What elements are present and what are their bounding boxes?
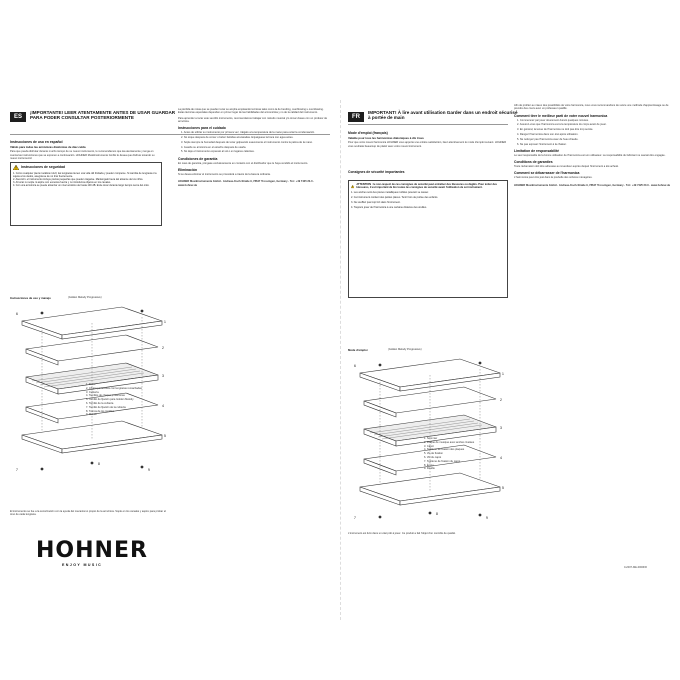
svg-text:9: 9 — [486, 516, 488, 520]
spanish-diagram-label: Instrucciones de uso y manejo — [10, 296, 51, 300]
spanish-care-item: 1. Antes de utilizar su instrumento por primera vez, tráigalo a la temperatura de la mano para evitar la condensación. — [181, 131, 315, 135]
spanish-warranty-text: En caso de garantía, póngase exclusivamente en contacto con el distribuidor que le haya vendido el instrumento. — [178, 161, 309, 165]
spanish-legend-item: 9. Mundo — [86, 413, 97, 417]
french-safety-box — [348, 180, 508, 298]
french-liability-heading: Limitation de responsabilité — [514, 148, 560, 153]
svg-text:3: 3 — [162, 374, 164, 378]
spanish-intro: Para que pueda disfrutar durante mucho tiempo de su nuevo instrumento, le recomendamos que lea atentamente y tenga en cuenta las instrucciones que se exponen a continuación. HOHNER Musikinstrumente GmbH le desea que disfrute tocando su nuevo instrumento! — [10, 150, 155, 160]
french-diagram-subtitle: (Golden Melody Progressive) — [388, 348, 422, 351]
french-safety-item: 2. Cet instrument contient des petites pièces. Tenir hors de portée des enfants. — [351, 195, 439, 199]
french-legend-item: 6. Vis du capot — [424, 455, 442, 459]
fold-line — [340, 100, 341, 620]
svg-text:9: 9 — [148, 468, 150, 472]
spanish-address: HOHNER Musikinstrumente GmbH · Andreas-Koch-Straße 9, 78647 Trossingen, Germany · Tel.: +49 7425 20-0 · www.hohner.de — [178, 180, 315, 187]
french-diagram-legend — [424, 437, 508, 471]
svg-text:6: 6 — [354, 364, 356, 368]
french-col2-para1: Afin de profiter au mieux des possibilités de votre harmonica, nous vous recommandons de suivre une méthode d'apprentissage ou de prendre des cours avec un professeur qualifié. — [514, 104, 669, 111]
svg-text:8: 8 — [436, 512, 438, 516]
spanish-legend-item: 3. Cubierta — [86, 390, 99, 394]
spanish-col2-para1: La pérdida de notas que se pueden tocar se amplía empleando técnicas tales como la de bending, overblowing u overdrawing. Estas técnicas especiales dependen en primer lugar de las habilidades del armonicista y no de la calidad del instrumento. — [178, 108, 324, 115]
spanish-legend-item: 6. Tornillo de la cubierta — [86, 401, 114, 405]
spanish-legend-item: 8. Tuerca de los tornillos — [86, 409, 115, 413]
svg-text:3: 3 — [500, 426, 502, 430]
french-safety-title: Consignes de sécurité importantes — [348, 170, 405, 174]
french-safety-item: 3. Ne soufflez pas trop fort dans l'instrument. — [351, 200, 401, 204]
svg-text:6: 6 — [16, 312, 18, 316]
svg-text:1: 1 — [502, 372, 504, 376]
french-safety-heading-wrap — [348, 170, 508, 178]
french-legend-item: 9. Douille — [424, 467, 435, 471]
french-bottom-text — [348, 532, 508, 562]
document-code: 0-2007-ME-0000FR — [624, 566, 647, 569]
spanish-legend-item: 5. Tornillo de fijación para Golden Melody — [86, 398, 134, 402]
french-column-right — [514, 104, 672, 564]
french-warranty-heading: Conditions de garanties — [514, 160, 553, 165]
spanish-header-title: ¡IMPORTANTE! LEER ATENTAMENTE ANTES DE USAR GUARDAR PARA PODER CONSULTAR POSTERIORMENTE — [30, 110, 176, 121]
french-legend-item: 1. Sommier — [424, 437, 438, 440]
spanish-diagram-subtitle: (Golden Melody Progressive) — [68, 296, 102, 299]
french-diagram-label: Mode d'emploi — [348, 348, 368, 352]
french-care-list — [517, 119, 672, 146]
spanish-safety-item: 2. Atención: el instrumento incluye piezas pequeñas que pueden tragarse. Manténgalo fuera del alcance de los niños. — [13, 177, 144, 181]
spanish-disposal-text: Si se desea eliminar el instrumento se procederá a través de la basura ordinaria. — [178, 172, 271, 176]
french-intro: Pour que votre nouvel harmonica HOHNER vous apporte une entière satisfaction, lisez attentivement le mode d'emploi suivant. HOHNER vous souhaite beaucoup de plaisir avec votre nouvel instrument. — [348, 141, 507, 148]
french-header-title: IMPORTANT! À lire avant utilisation Garder dans un endroit sécurisé à portée de main — [368, 110, 518, 121]
spanish-valid-for: Válido para todas las armónicas diatónicas de diez celda — [10, 145, 86, 149]
spanish-bottom-paragraph: El instrumento se fue a la sonorización con la ayuda del mecanismo propio de la armónica. Sople en los canales y aspire para probar el tono de cada lengüeta. — [10, 510, 166, 517]
french-valid-for: Valable pour tous les harmonicas diatoniques à dix trous — [348, 136, 424, 140]
spanish-col2-para2: Para aprender a tocar este sencillo instrumento, recomendamos trabajar con método musical y/o tomar clases con un profesor de armónica. — [178, 116, 328, 123]
spanish-language-tag: ES — [10, 112, 26, 122]
french-safety-warning-row — [351, 183, 505, 189]
spanish-legend-item: 4. Tornillos de chapas protectoras — [86, 394, 125, 398]
french-care-item: 3. En général, la tenue de l'harmonica ne doit pas être trop serrée. — [517, 128, 594, 132]
french-legend-item: 4. Système de fixation des plaques — [424, 448, 465, 452]
french-legend-item: 3. Capot — [424, 444, 434, 448]
svg-text:8: 8 — [98, 462, 100, 466]
french-safety-item: 1. Les anches sont des pièces métalliques mobiles pouvant se casser. — [351, 190, 429, 194]
hohner-tagline: ENJOY MUSIC — [62, 563, 103, 567]
spanish-warranty-heading: Condiciones de garantía — [178, 156, 218, 161]
spanish-safety-item: 3. Al tocar no sople ni aspire con excesiva fuerza y no introduzca objetos en los canales. — [13, 180, 111, 184]
french-legend-item: 5. Vis de fixation — [424, 452, 443, 456]
warning-icon — [13, 165, 19, 170]
french-address: HOHNER Musikinstrumente GmbH · Andreas-Koch-Straße 9, 78647 Trossingen, Germany · Tél.: +49 7425 20-0 · www.hohner.de — [514, 183, 671, 187]
spanish-diagram-legend — [86, 383, 170, 417]
hohner-logo: HOHNER — [36, 538, 148, 563]
french-care-item: 1. Commencez par jouer doucement durant quelques minutes. — [517, 118, 589, 122]
spanish-safety-item: 4. Con una armónica se puede alcanzar un nivel acústico de hasta 100 dB. Evite tocar durante largo tiempo cerca del oído. — [13, 183, 150, 187]
svg-text:7: 7 — [16, 468, 18, 472]
french-warranty-text: Toute réclamation doit être adressée au revendeur auprès duquel l'instrument a été acheté. — [514, 165, 619, 169]
spanish-care-list — [181, 131, 330, 153]
spanish-legend-item: 2. Chapa portavoces con lengüetas remachadas — [86, 386, 142, 390]
french-legend-item: 2. Plaque de musique avec anches rivetées — [424, 440, 475, 444]
spanish-care-item: 4. Guarde su armónica en el estuche después de usarla. — [181, 145, 247, 149]
spanish-safety-box — [10, 162, 162, 226]
svg-text:5: 5 — [502, 486, 504, 490]
french-safety-warning: ATTENTION : le non-respect de ces consignes de sécurité peut entraîner des blessures ou dégâts. Pour éviter des blessures, il est important de lire toutes les consignes de sécurité avant l'utilisation de cet instrument. — [356, 183, 497, 190]
warning-icon — [351, 184, 354, 189]
spanish-safety-item: 1. Como cualquier pieza metálica móvil, las lengüetas tienen una vida útil limitada y pueden romperse. Si cambia de lengüeta o la sujeta a los dedos, asegúrese de no tirar fuertemente. — [13, 171, 157, 178]
spanish-legend-item: 1. Peine — [86, 383, 96, 386]
spanish-legend-item: 7. Tornillo de fijación de la cubierta — [86, 405, 126, 409]
spanish-column-right — [178, 108, 330, 578]
french-header-rule — [348, 124, 508, 125]
spanish-instructions-heading: Instrucciones de uso en español — [10, 140, 63, 144]
french-bottom-paragraph: L'instrument est livré dans un état prêt à jouer. Ce produit a fait l'objet d'un contrôle de qualité. — [348, 532, 456, 535]
spanish-care-item: 3. Sople siempre la humedad después de tocar golpeando suavemente el instrumento contra la palma de la mano. — [181, 140, 313, 144]
svg-text:4: 4 — [500, 456, 502, 460]
svg-text:4: 4 — [162, 404, 164, 408]
spanish-safety-title-row — [13, 165, 159, 170]
french-language-tag: FR — [348, 112, 364, 122]
svg-text:5: 5 — [164, 434, 166, 438]
french-safety-item: 4. Toujours jouer de l'harmonica à une certaine distance des oreilles. — [351, 205, 427, 209]
svg-text:1: 1 — [164, 320, 166, 324]
french-care-item: 2. Assurez-vous que l'harmonica est à la température du corps avant de jouer. — [517, 123, 607, 127]
french-instructions-heading: Mode d'emploi (français) — [348, 131, 388, 135]
svg-text:7: 7 — [354, 516, 356, 520]
svg-text:2: 2 — [162, 346, 164, 350]
spanish-safety-title: Instrucciones de seguridad — [21, 164, 66, 169]
french-care-heading: Comment tirer le meilleur parti de votre nouvel harmonica — [514, 113, 608, 118]
french-liability-text: Le seul responsable de la bonne utilisation de l'harmonica est son utilisateur. La responsabilité du fabricant ne saurait être engagée. — [514, 153, 666, 157]
french-care-item: 6. Ne pas exposer l'instrument à la chaleur. — [517, 142, 567, 146]
french-disposal-text: L'harmonica peut être jeté dans la poubelle des ordures ménagères. — [514, 176, 593, 180]
spanish-disposal-heading: Eliminación — [178, 167, 198, 172]
spanish-care-heading: Instrucciones para el cuidado — [178, 126, 226, 131]
spanish-care-item: 5. No deje el instrumento expuesto al sol o en lugares calientes. — [181, 150, 255, 154]
french-disposal-heading: Comment se débarrasser de l'harmonica — [514, 171, 580, 176]
french-column-left — [348, 128, 508, 158]
french-legend-item: 7. Système de fixation du capot — [424, 459, 461, 463]
french-care-item: 5. Ne nettoyez pas l'harmonica avec de l'eau chaude. — [517, 137, 579, 141]
spanish-care-item: 2. No toque después de comer o beber bebidas azucaradas. Enjuáguese la boca con agua antes. — [181, 135, 294, 139]
svg-text:2: 2 — [500, 398, 502, 402]
french-care-item: 4. Rangez l'harmonica dans son étui après utilisation. — [517, 132, 579, 136]
french-legend-item: 8. Écrou — [424, 463, 434, 467]
spanish-bottom-text — [10, 510, 166, 526]
